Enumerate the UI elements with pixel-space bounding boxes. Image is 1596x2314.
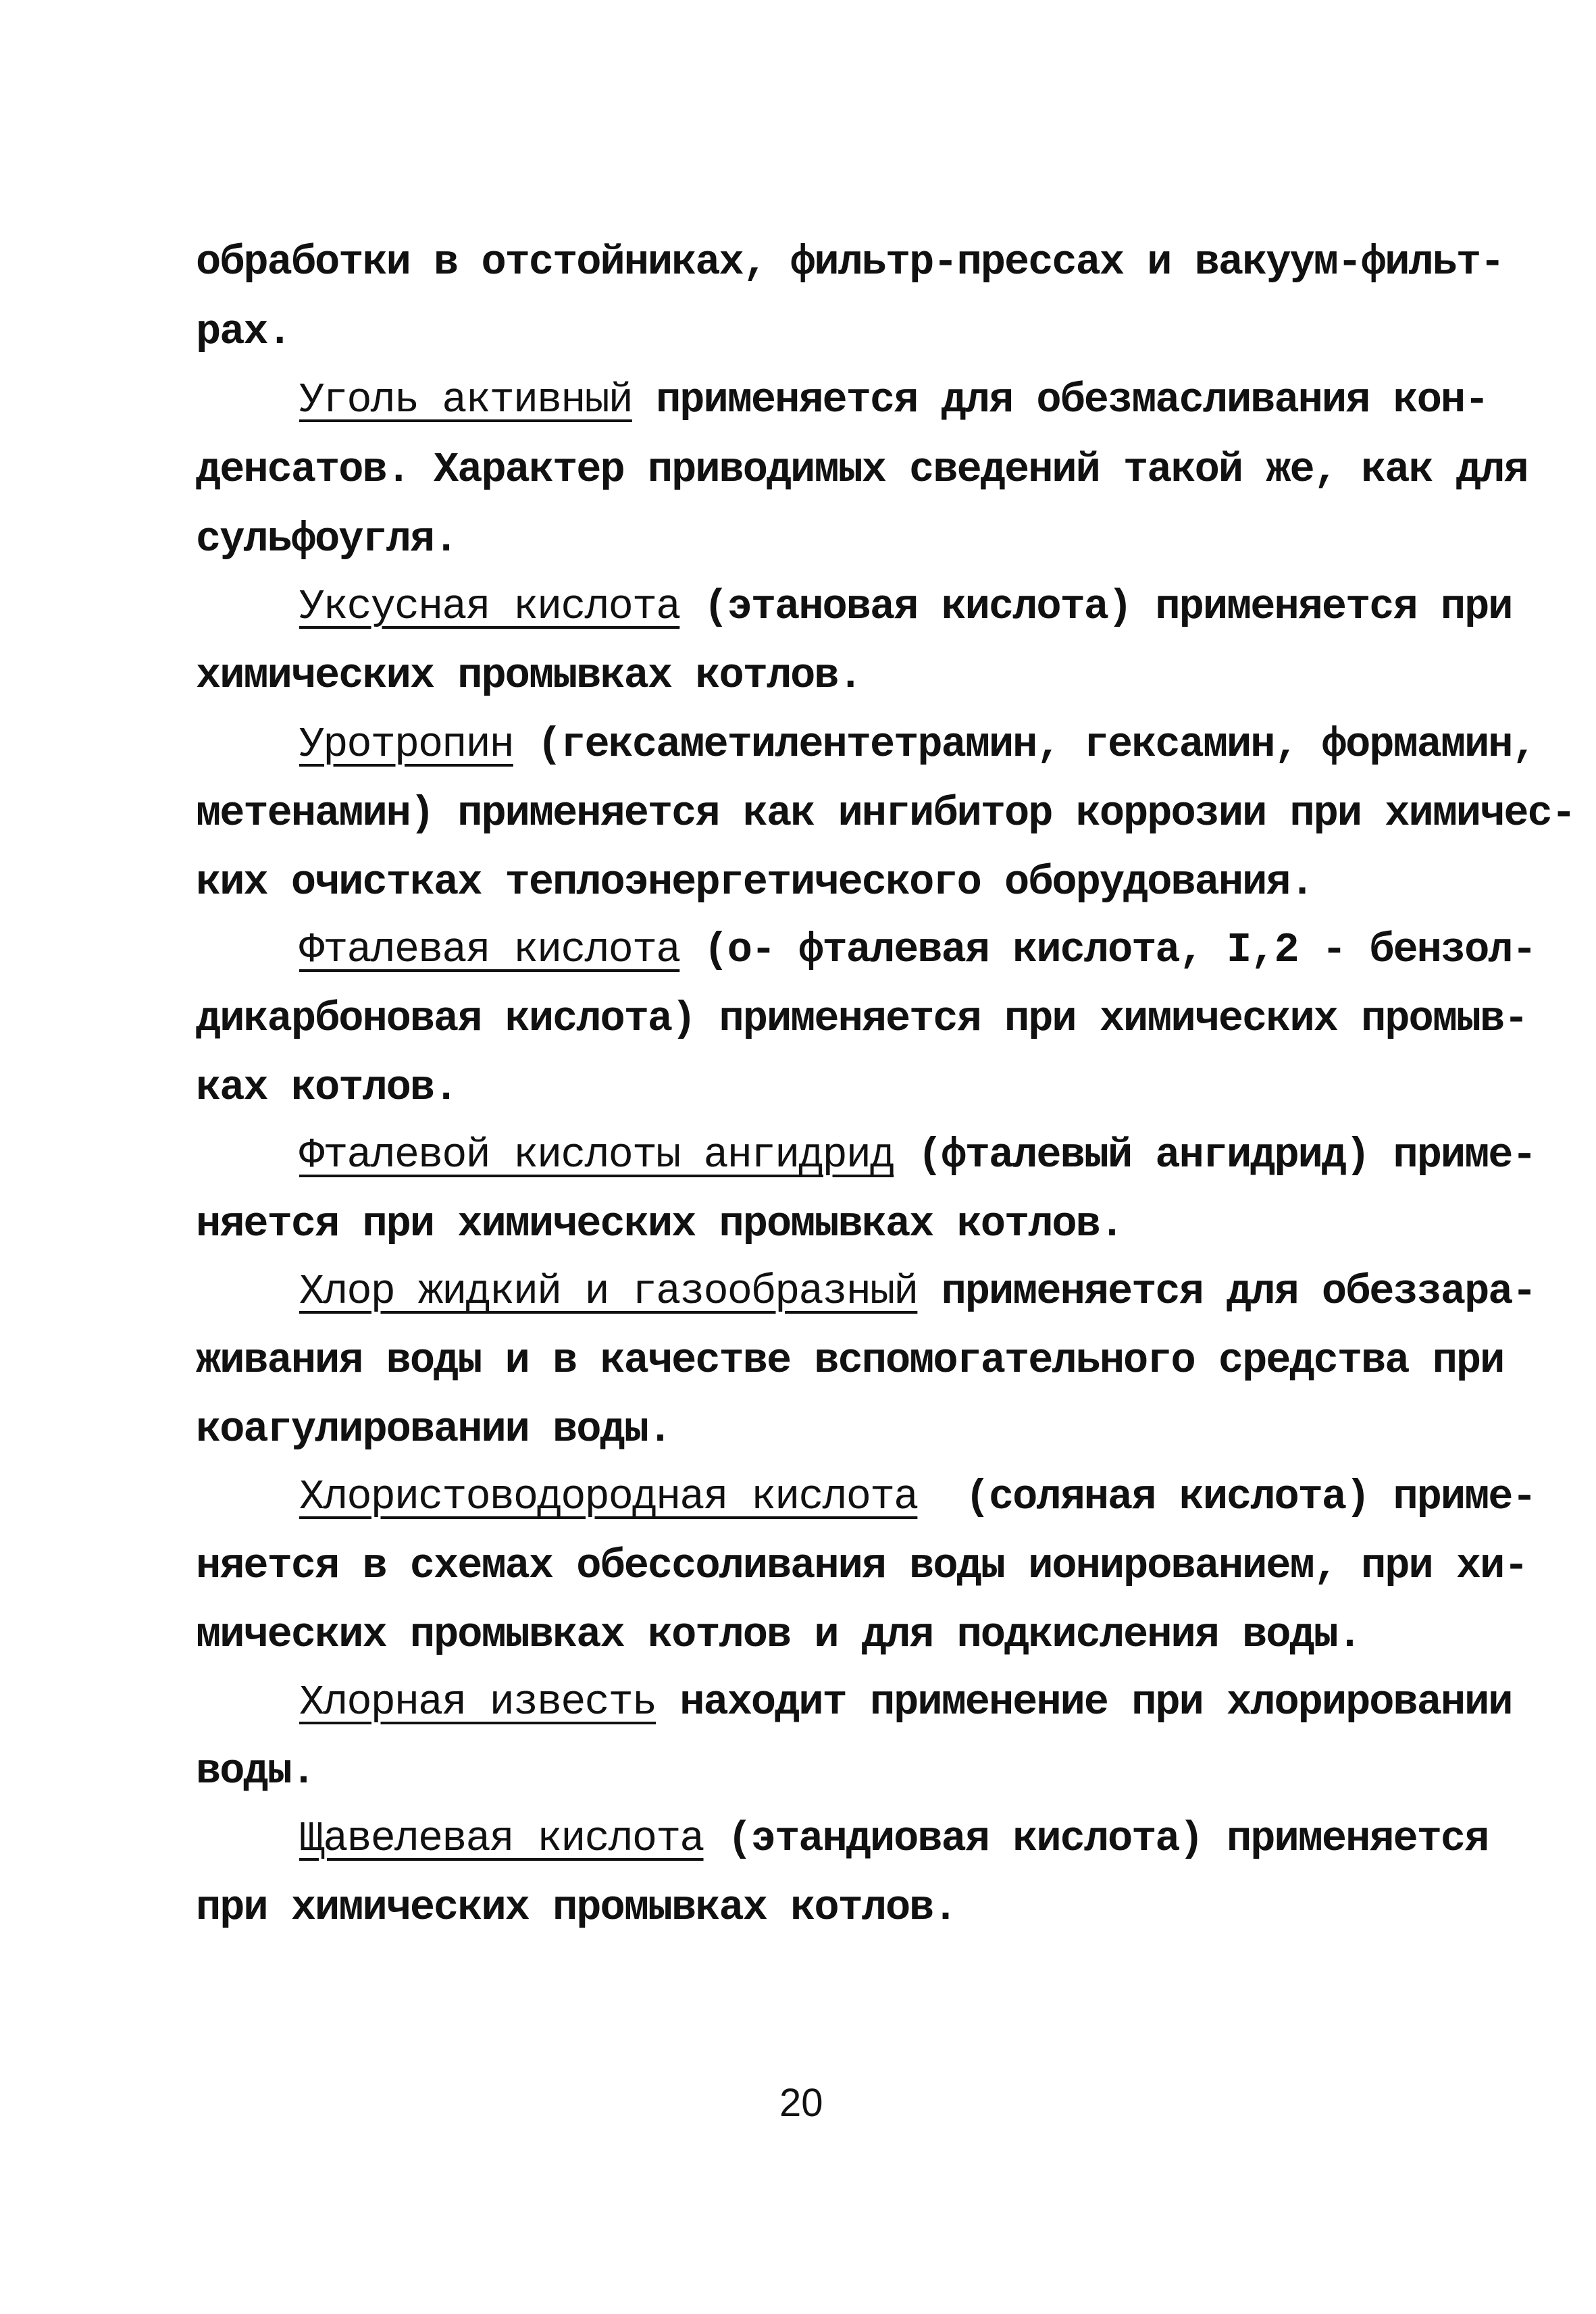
text-line: ках котлов. bbox=[196, 1064, 458, 1112]
text-line: дикарбоновая кислота) применяется при химических промыв- bbox=[196, 995, 1528, 1043]
paragraph-text: (этандиовая кислота) применяется bbox=[703, 1815, 1489, 1863]
paragraph-first-line bbox=[299, 376, 1489, 424]
paragraph-text: применяется для обеззара- bbox=[917, 1268, 1536, 1316]
term-heading: Щавелевая кислота bbox=[299, 1815, 704, 1863]
paragraph-first-line bbox=[299, 1678, 1512, 1726]
paragraph-first-line bbox=[299, 1473, 1536, 1521]
paragraph-first-line bbox=[299, 926, 1536, 974]
text-line: сульфоугля. bbox=[196, 515, 458, 563]
term-heading: Фталевая кислота bbox=[299, 926, 680, 974]
paragraph-text: находит применение при хлорировании bbox=[656, 1678, 1512, 1726]
term-heading: Уксусная кислота bbox=[299, 583, 680, 631]
text-line: химических промывках котлов. bbox=[196, 652, 862, 700]
term-heading: Хлорная известь bbox=[299, 1678, 657, 1726]
term-heading: Хлор жидкий и газообразный bbox=[299, 1268, 918, 1316]
paragraph-first-line bbox=[299, 1268, 1536, 1316]
text-line: при химических промывках котлов. bbox=[196, 1884, 957, 1932]
term-heading: Фталевой кислоты ангидрид bbox=[299, 1131, 894, 1179]
text-line: живания воды и в качестве вспомогательного средства при bbox=[196, 1337, 1504, 1385]
term-heading: Хлористоводородная кислота bbox=[299, 1473, 918, 1521]
paragraph-text: (о- фталевая кислота, I,2 - бензол- bbox=[679, 926, 1536, 974]
paragraph-first-line bbox=[299, 1131, 1536, 1179]
text-line: рах. bbox=[196, 308, 291, 356]
text-line: обработки в отстойниках, фильтр-прессах и вакуум-фильт- bbox=[196, 238, 1504, 286]
paragraph-first-line bbox=[299, 583, 1512, 631]
text-line: коагулировании воды. bbox=[196, 1406, 672, 1454]
page-number: 20 bbox=[779, 2081, 823, 2125]
term-heading: Уголь активный bbox=[299, 376, 632, 424]
text-line: денсатов. Характер приводимых сведений такой же, как для bbox=[196, 446, 1528, 494]
term-heading: Уротропин bbox=[299, 721, 513, 769]
paragraph-first-line bbox=[299, 1815, 1489, 1863]
text-line: няется при химических промывках котлов. bbox=[196, 1200, 1124, 1248]
text-line: метенамин) применяется как ингибитор коррозии при химичес- bbox=[196, 790, 1575, 838]
paragraph-text: (этановая кислота) применяется при bbox=[679, 583, 1512, 631]
paragraph-text: (соляная кислота) приме- bbox=[917, 1473, 1536, 1521]
paragraph-text: применяется для обезмасливания кон- bbox=[632, 376, 1489, 424]
paragraph-text: (гексаметилентетрамин, гексамин, формамин, bbox=[513, 721, 1536, 769]
paragraph-first-line bbox=[299, 721, 1536, 769]
text-line: ких очистках теплоэнергетического оборудования. bbox=[196, 858, 1314, 906]
text-line: воды. bbox=[196, 1747, 315, 1795]
paragraph-text: (фталевый ангидрид) приме- bbox=[894, 1131, 1536, 1179]
text-line: мических промывках котлов и для подкисления воды. bbox=[196, 1611, 1362, 1659]
text-line: няется в схемах обессоливания воды ионированием, при хи- bbox=[196, 1542, 1528, 1590]
